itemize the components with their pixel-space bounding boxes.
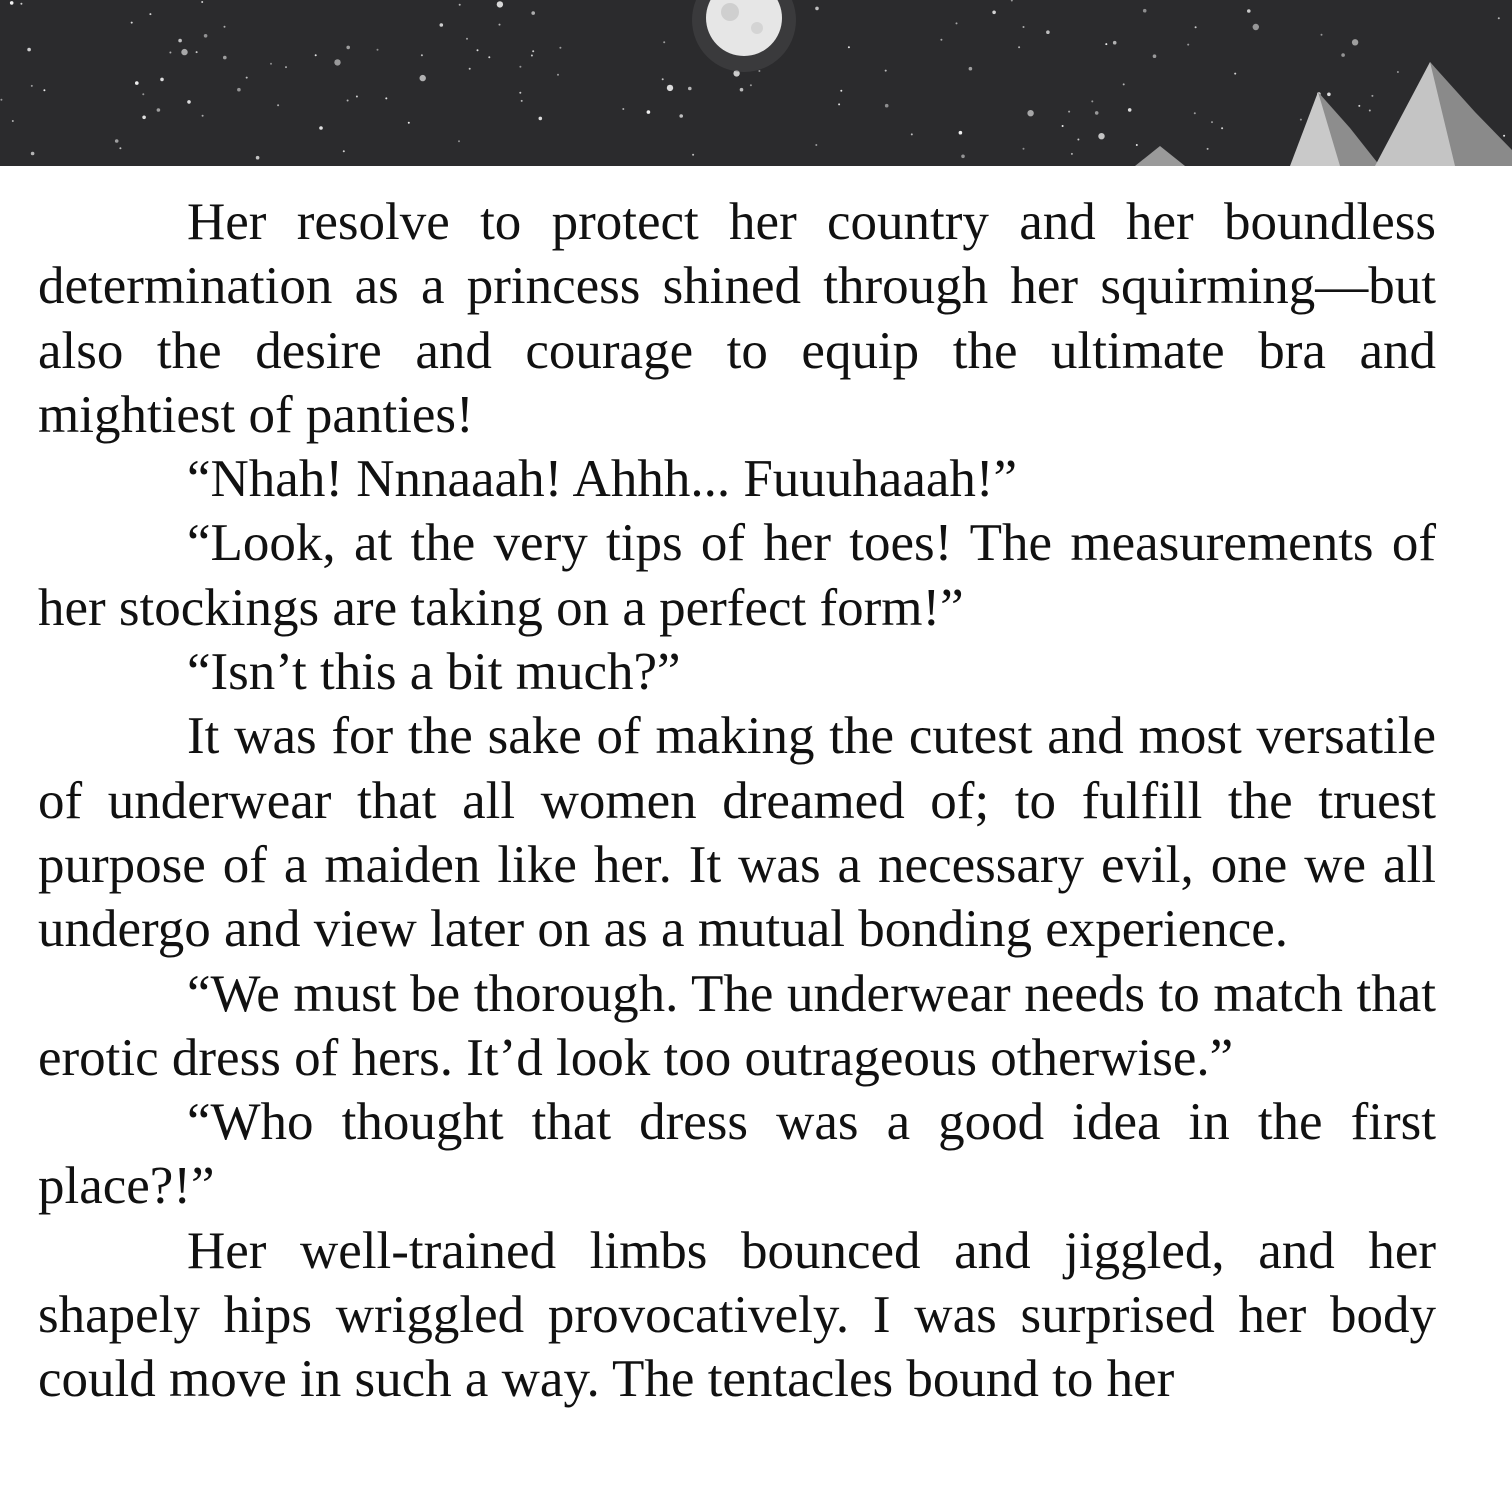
star bbox=[740, 88, 744, 92]
star bbox=[246, 77, 248, 79]
paragraph: “Isn’t this a bit much?” bbox=[187, 643, 681, 702]
star bbox=[559, 47, 561, 49]
star bbox=[815, 7, 819, 11]
star bbox=[840, 90, 842, 92]
star bbox=[181, 49, 187, 55]
star bbox=[521, 100, 523, 102]
star bbox=[157, 108, 161, 112]
star bbox=[43, 89, 45, 91]
star bbox=[1503, 135, 1505, 137]
star bbox=[497, 1, 503, 7]
star bbox=[0, 99, 2, 101]
star bbox=[169, 52, 171, 54]
paragraph: Her well-trained limbs bounced and jiggled, and her shapely hips wriggled provocatively. I was surprised her body could move in such a way. The tentacles bound to her bbox=[38, 1221, 1436, 1409]
star bbox=[1397, 71, 1399, 73]
star bbox=[1077, 139, 1079, 141]
star bbox=[459, 4, 461, 6]
star bbox=[940, 39, 942, 41]
star bbox=[1369, 110, 1371, 112]
star bbox=[1187, 44, 1189, 46]
star bbox=[1046, 30, 1050, 34]
star bbox=[31, 85, 33, 87]
star bbox=[420, 75, 426, 81]
star bbox=[1023, 148, 1025, 150]
star bbox=[10, 1, 14, 5]
star bbox=[135, 81, 139, 85]
star bbox=[531, 11, 535, 15]
star bbox=[385, 97, 387, 99]
star bbox=[440, 23, 444, 27]
star bbox=[1341, 53, 1345, 57]
star bbox=[12, 120, 14, 122]
star bbox=[347, 100, 349, 102]
star bbox=[1143, 9, 1147, 13]
star bbox=[466, 38, 468, 40]
star bbox=[270, 63, 272, 65]
star bbox=[237, 88, 241, 92]
star bbox=[1371, 95, 1373, 97]
star bbox=[688, 87, 692, 91]
star bbox=[961, 155, 965, 159]
star bbox=[956, 22, 958, 24]
star bbox=[531, 55, 533, 57]
star bbox=[1211, 121, 1213, 123]
star bbox=[469, 68, 471, 70]
star bbox=[1195, 26, 1197, 28]
star bbox=[1113, 41, 1117, 45]
star bbox=[1498, 17, 1500, 19]
paragraph: “Look, at the very tips of her toes! The measurements of her stockings are taking on a perfect form!” bbox=[38, 514, 1436, 637]
star bbox=[1253, 24, 1259, 30]
star bbox=[1095, 111, 1099, 115]
star bbox=[343, 150, 345, 152]
star bbox=[334, 59, 340, 65]
star bbox=[557, 74, 559, 76]
star bbox=[885, 104, 889, 108]
star bbox=[1153, 54, 1157, 58]
star bbox=[519, 66, 521, 68]
star bbox=[539, 117, 543, 121]
star bbox=[667, 85, 673, 91]
star bbox=[202, 115, 204, 117]
star bbox=[488, 56, 490, 58]
star bbox=[27, 48, 31, 52]
star bbox=[115, 139, 119, 143]
star bbox=[319, 126, 323, 130]
star bbox=[1128, 108, 1132, 112]
moon-crater bbox=[751, 22, 763, 34]
star bbox=[1207, 148, 1209, 150]
star bbox=[149, 13, 151, 15]
star bbox=[196, 51, 198, 53]
star bbox=[1321, 34, 1323, 36]
star bbox=[20, 3, 22, 5]
moon-crater bbox=[721, 3, 739, 21]
star bbox=[458, 140, 460, 142]
paragraph: Her resolve to protect her country and her boundless determination as a princess shined through her squirming—but also the desire and courage to equip the ultimate bra and mightiest of panties! bbox=[38, 193, 1436, 444]
star bbox=[663, 41, 665, 43]
star bbox=[178, 39, 182, 43]
star bbox=[204, 34, 208, 38]
star bbox=[959, 131, 963, 135]
star bbox=[421, 54, 423, 56]
night-sky-scene bbox=[0, 0, 1512, 166]
star bbox=[750, 84, 752, 86]
paragraph: “We must be thorough. The underwear needs to match that erotic dress of hers. It’d look too outrageous otherwise.” bbox=[38, 964, 1436, 1087]
star bbox=[356, 96, 358, 98]
star bbox=[1018, 46, 1020, 48]
star bbox=[477, 49, 479, 51]
star bbox=[1027, 110, 1033, 116]
paragraph: “Nhah! Nnnaaah! Ahhh... Fuuuhaaah!” bbox=[187, 450, 1018, 509]
paragraph: “Who thought that dress was a good idea in the first place?!” bbox=[38, 1093, 1436, 1216]
star bbox=[838, 103, 840, 105]
star bbox=[160, 78, 164, 82]
star bbox=[1068, 111, 1070, 113]
star bbox=[1221, 127, 1223, 129]
star bbox=[285, 66, 287, 68]
star bbox=[1123, 83, 1125, 85]
star bbox=[201, 1, 203, 3]
star bbox=[377, 49, 379, 51]
paragraph: It was for the sake of making the cutest and most versatile of underwear that all women dreamed of; to fulfill the truest purpose of a maiden like her. It was a necessary evil, one we all undergo and view later on as a mutual bonding experience. bbox=[38, 707, 1436, 959]
star bbox=[408, 122, 410, 124]
star bbox=[499, 24, 501, 26]
star bbox=[885, 70, 887, 72]
star bbox=[223, 56, 227, 60]
star bbox=[1247, 9, 1251, 13]
star bbox=[679, 114, 683, 118]
star bbox=[1358, 105, 1360, 107]
star bbox=[647, 110, 651, 114]
star bbox=[758, 70, 760, 72]
star bbox=[224, 26, 226, 28]
star bbox=[1105, 43, 1107, 45]
star bbox=[277, 104, 279, 106]
star bbox=[1136, 144, 1138, 146]
star bbox=[315, 54, 317, 56]
star bbox=[815, 144, 817, 146]
star bbox=[911, 133, 913, 135]
star bbox=[142, 116, 146, 120]
star bbox=[31, 152, 35, 156]
star bbox=[131, 22, 133, 24]
star bbox=[969, 67, 973, 71]
star bbox=[119, 147, 121, 149]
star bbox=[1234, 73, 1236, 75]
star bbox=[662, 78, 664, 80]
star bbox=[1300, 119, 1302, 121]
star bbox=[1327, 93, 1331, 97]
star bbox=[519, 92, 521, 94]
star bbox=[1098, 133, 1104, 139]
star bbox=[346, 46, 350, 50]
page-text bbox=[38, 190, 1436, 1412]
star bbox=[1194, 112, 1196, 114]
star bbox=[256, 156, 260, 160]
star bbox=[187, 100, 191, 104]
star bbox=[692, 154, 694, 156]
star bbox=[1352, 39, 1358, 45]
star bbox=[992, 11, 996, 15]
star bbox=[1062, 125, 1064, 127]
star bbox=[532, 50, 534, 52]
star bbox=[848, 46, 850, 48]
star bbox=[1091, 100, 1093, 102]
night-sky-illustration bbox=[0, 0, 1512, 166]
star bbox=[142, 93, 144, 95]
star bbox=[1023, 26, 1025, 28]
star bbox=[1071, 153, 1073, 155]
star bbox=[622, 108, 624, 110]
